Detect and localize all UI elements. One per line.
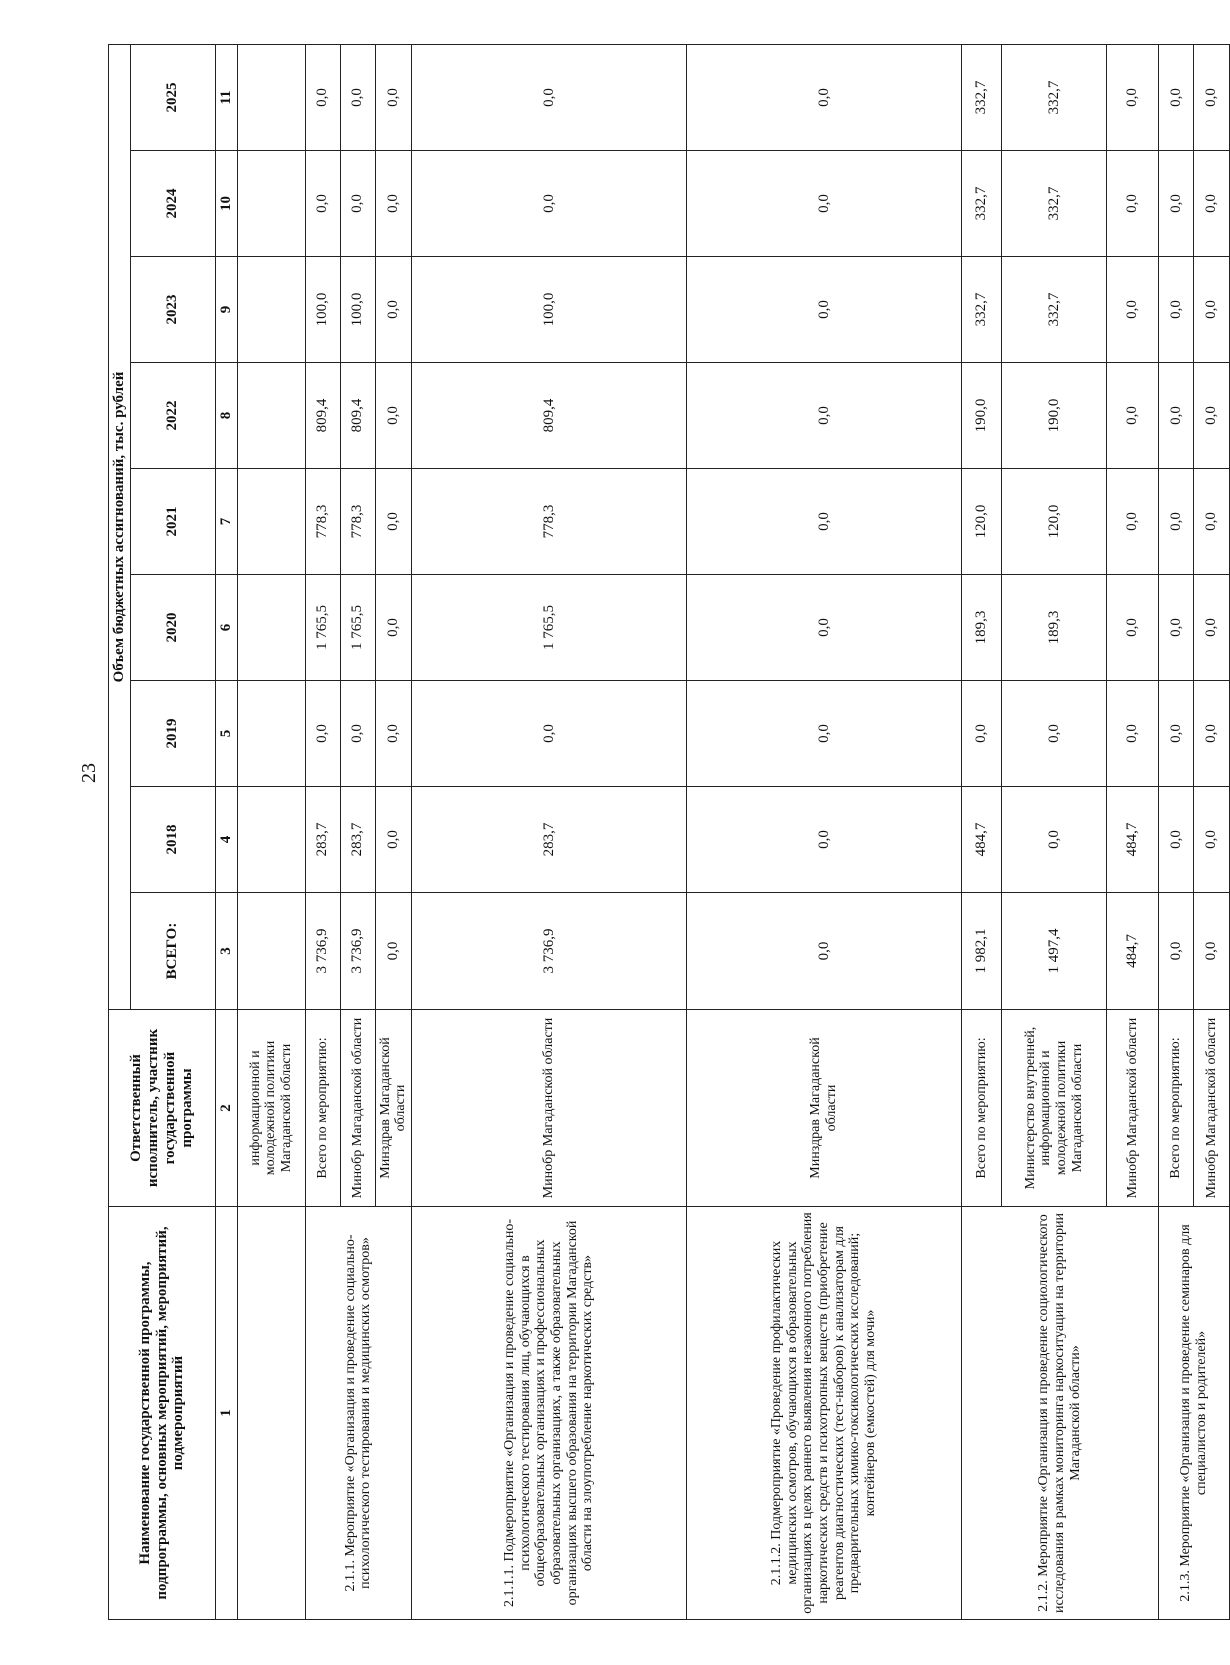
column-number-9: 9 — [215, 257, 237, 363]
continuation-executor: информационной и молодежной политики Магаданской области — [237, 1010, 305, 1207]
value-cell: 0,0 — [411, 681, 686, 787]
table-row — [305, 44, 340, 1619]
value-cell: 0,0 — [340, 681, 375, 787]
value-cell: 0,0 — [375, 575, 411, 681]
value-cell: 0,0 — [305, 681, 340, 787]
executor-cell: Всего по мероприятию: — [305, 1010, 340, 1207]
value-cell: 0,0 — [686, 681, 961, 787]
value-cell: 0,0 — [375, 787, 411, 893]
value-cell: 0,0 — [686, 363, 961, 469]
value-cell: 0,0 — [340, 151, 375, 257]
column-number-8: 8 — [215, 363, 237, 469]
value-cell: 332,7 — [961, 44, 1001, 150]
value-cell: 0,0 — [1193, 787, 1229, 893]
value-cell: 809,4 — [305, 363, 340, 469]
value-cell: 0,0 — [686, 44, 961, 150]
value-cell: 0,0 — [1158, 151, 1193, 257]
value-cell: 0,0 — [1193, 575, 1229, 681]
value-cell: 778,3 — [340, 469, 375, 575]
executor-cell: Минздрав Магаданской области — [375, 1010, 411, 1207]
continuation-name-cell — [237, 1207, 305, 1620]
value-cell: 3 736,9 — [305, 893, 340, 1010]
event-name: 2.1.1. Мероприятие «Организация и проведение социально-психологического тестирования и медицинских осмотров» — [305, 1207, 411, 1620]
value-cell: 189,3 — [1001, 575, 1106, 681]
executor-cell: Министерство внутренней, информационной и молодежной политики Магаданской области — [1001, 1010, 1106, 1207]
value-cell: 0,0 — [1193, 681, 1229, 787]
value-cell: 0,0 — [1193, 893, 1229, 1010]
budget-table — [108, 44, 1230, 1620]
value-cell: 332,7 — [1001, 151, 1106, 257]
value-cell: 0,0 — [1193, 151, 1229, 257]
value-cell: 0,0 — [1158, 44, 1193, 150]
value-cell: 0,0 — [686, 893, 961, 1010]
value-cell: 0,0 — [375, 363, 411, 469]
value-cell: 484,7 — [961, 787, 1001, 893]
header-year-2018: 2018 — [130, 787, 215, 893]
value-cell: 283,7 — [340, 787, 375, 893]
value-cell: 0,0 — [1106, 151, 1158, 257]
value-cell: 0,0 — [340, 44, 375, 150]
header-year-2024: 2024 — [130, 151, 215, 257]
executor-cell: Минобр Магаданской области — [340, 1010, 375, 1207]
column-number-7: 7 — [215, 469, 237, 575]
column-number-1: 1 — [215, 1207, 237, 1620]
value-cell: 0,0 — [961, 681, 1001, 787]
executor-cell: Минобр Магаданской области — [1106, 1010, 1158, 1207]
value-cell: 0,0 — [375, 681, 411, 787]
value-cell: 1 765,5 — [305, 575, 340, 681]
value-cell: 484,7 — [1106, 893, 1158, 1010]
value-cell: 809,4 — [340, 363, 375, 469]
column-number-4: 4 — [215, 787, 237, 893]
value-cell: 0,0 — [1106, 363, 1158, 469]
value-cell: 0,0 — [686, 469, 961, 575]
value-cell: 0,0 — [1001, 787, 1106, 893]
table-row — [686, 44, 961, 1619]
value-cell: 332,7 — [1001, 44, 1106, 150]
header-year-2023: 2023 — [130, 257, 215, 363]
value-cell: 0,0 — [375, 893, 411, 1010]
value-cell: 332,7 — [961, 151, 1001, 257]
value-cell: 120,0 — [1001, 469, 1106, 575]
value-cell: 809,4 — [411, 363, 686, 469]
value-cell: 100,0 — [305, 257, 340, 363]
header-year-2019: 2019 — [130, 681, 215, 787]
value-cell: 0,0 — [411, 151, 686, 257]
value-cell: 190,0 — [961, 363, 1001, 469]
value-cell: 0,0 — [686, 257, 961, 363]
event-name: 2.1.3. Мероприятие «Организация и проведение семинаров для специалистов и родителей» — [1158, 1207, 1229, 1620]
budget-table-wrapper — [108, 45, 1220, 1620]
value-cell: 0,0 — [686, 575, 961, 681]
table-row — [411, 44, 686, 1619]
value-cell: 0,0 — [686, 151, 961, 257]
value-cell: 0,0 — [375, 469, 411, 575]
value-cell: 0,0 — [375, 151, 411, 257]
table-row — [961, 44, 1001, 1619]
header-year-2020: 2020 — [130, 575, 215, 681]
header-total: ВСЕГО: — [130, 893, 215, 1010]
header-year-2022: 2022 — [130, 363, 215, 469]
value-cell: 0,0 — [1158, 469, 1193, 575]
header-name: Наименование государственной программы, подпрограммы, основных мероприятий, мероприятий, подмероприятий — [109, 1207, 216, 1620]
header-executor: Ответственный исполнитель, участник государственной программы — [109, 1010, 216, 1207]
continuation-empty — [237, 893, 305, 1010]
value-cell: 0,0 — [1158, 681, 1193, 787]
executor-cell: Минздрав Магаданской области — [686, 1010, 961, 1207]
value-cell: 120,0 — [961, 469, 1001, 575]
value-cell: 100,0 — [411, 257, 686, 363]
value-cell: 0,0 — [305, 44, 340, 150]
value-cell: 1 982,1 — [961, 893, 1001, 1010]
value-cell: 0,0 — [411, 44, 686, 150]
value-cell: 0,0 — [1158, 787, 1193, 893]
value-cell: 0,0 — [686, 787, 961, 893]
value-cell: 0,0 — [1193, 44, 1229, 150]
value-cell: 0,0 — [1193, 469, 1229, 575]
header-year-2021: 2021 — [130, 469, 215, 575]
value-cell: 1 765,5 — [340, 575, 375, 681]
value-cell: 0,0 — [1106, 575, 1158, 681]
value-cell: 0,0 — [1106, 44, 1158, 150]
header-budget-group: Объем бюджетных ассигнований, тыс. рублей — [109, 44, 131, 1009]
value-cell: 0,0 — [1193, 363, 1229, 469]
header-year-2025: 2025 — [130, 44, 215, 150]
value-cell: 0,0 — [375, 44, 411, 150]
value-cell: 0,0 — [375, 257, 411, 363]
value-cell: 3 736,9 — [340, 893, 375, 1010]
value-cell: 332,7 — [1001, 257, 1106, 363]
value-cell: 0,0 — [1001, 681, 1106, 787]
value-cell: 1 497,4 — [1001, 893, 1106, 1010]
executor-cell: Всего по мероприятию: — [1158, 1010, 1193, 1207]
value-cell: 0,0 — [1106, 681, 1158, 787]
column-number-11: 11 — [215, 44, 237, 150]
value-cell: 0,0 — [305, 151, 340, 257]
column-number-6: 6 — [215, 575, 237, 681]
executor-cell: Минобр Магаданской области — [411, 1010, 686, 1207]
value-cell: 778,3 — [305, 469, 340, 575]
value-cell: 332,7 — [961, 257, 1001, 363]
value-cell: 0,0 — [1106, 469, 1158, 575]
executor-cell: Всего по мероприятию: — [961, 1010, 1001, 1207]
column-number-3: 3 — [215, 893, 237, 1010]
value-cell: 190,0 — [1001, 363, 1106, 469]
value-cell: 0,0 — [1193, 257, 1229, 363]
value-cell: 484,7 — [1106, 787, 1158, 893]
value-cell: 1 765,5 — [411, 575, 686, 681]
event-name: 2.1.2. Мероприятие «Организация и проведение социологического исследования в рамках мониторинга наркоситуации на территории Магаданской области» — [961, 1207, 1158, 1620]
page-number: 23 — [78, 763, 100, 783]
event-name: 2.1.1.1. Подмероприятие «Организация и проведение социально-психологического тестирования лиц, обучающихся в общеобразовательных организациях и профессиональных образовательных организациях, а также образовательных организациях высшего образования на территории Магаданской области на злоупотребление наркотических средств» — [411, 1207, 686, 1620]
column-number-5: 5 — [215, 681, 237, 787]
value-cell: 100,0 — [340, 257, 375, 363]
value-cell: 0,0 — [1158, 575, 1193, 681]
value-cell: 0,0 — [1158, 257, 1193, 363]
value-cell: 189,3 — [961, 575, 1001, 681]
event-name: 2.1.1.2. Подмероприятие «Проведение профилактических медицинских осмотров, обучающихся в образовательных организациях в целях раннего выявления незаконного потребления наркотических средств и психотропных веществ (приобретение реагентов диагностических (тест-наборов) к анализаторам для предварительных химико-токсикологических исследований; контейнеров (емкостей) для мочи» — [686, 1207, 961, 1620]
value-cell: 778,3 — [411, 469, 686, 575]
column-number-10: 10 — [215, 151, 237, 257]
executor-cell: Минобр Магаданской области — [1193, 1010, 1229, 1207]
value-cell: 283,7 — [305, 787, 340, 893]
column-number-2: 2 — [215, 1010, 237, 1207]
value-cell: 3 736,9 — [411, 893, 686, 1010]
table-row — [1158, 44, 1193, 1619]
value-cell: 0,0 — [1158, 893, 1193, 1010]
value-cell: 0,0 — [1106, 257, 1158, 363]
value-cell: 283,7 — [411, 787, 686, 893]
value-cell: 0,0 — [1158, 363, 1193, 469]
